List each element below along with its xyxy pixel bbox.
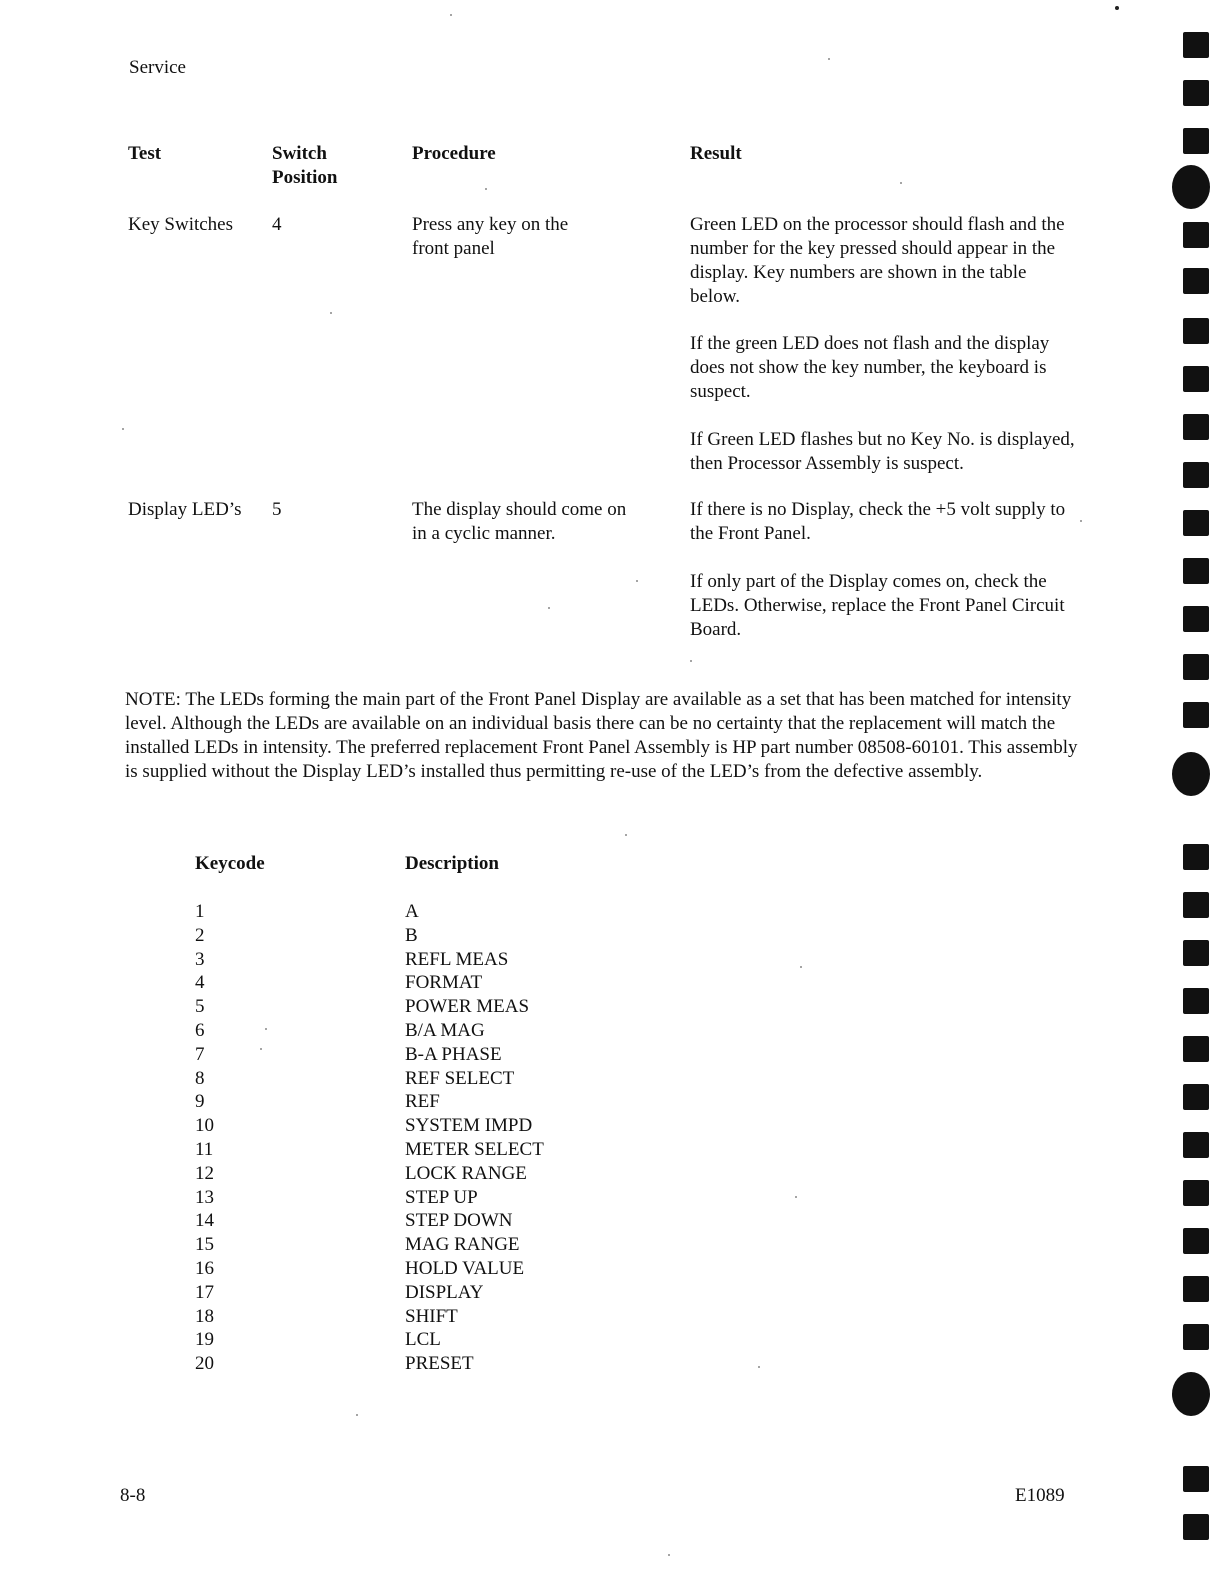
page-number: 8-8 [120, 1485, 146, 1506]
keycode-value: 13 [195, 1187, 214, 1208]
key-description: MAG RANGE [405, 1234, 520, 1255]
speck [668, 1554, 670, 1556]
keycode-value: 9 [195, 1091, 205, 1112]
punch-hole [1183, 892, 1209, 918]
keycode-value: 15 [195, 1234, 214, 1255]
punch-hole [1183, 510, 1209, 536]
punch-hole [1183, 844, 1209, 870]
column-header-result: Result [690, 143, 742, 164]
punch-hole [1183, 654, 1209, 680]
speck [758, 1366, 760, 1368]
column-header-procedure: Procedure [412, 143, 496, 164]
key-description: HOLD VALUE [405, 1258, 525, 1279]
keycode-value: 8 [195, 1068, 205, 1089]
keycode-value: 12 [195, 1163, 214, 1184]
note-paragraph: NOTE: The LEDs forming the main part of the Front Panel Display are available as a set that has been matched for intensity level. Although the LEDs are available on an individual basis there can be no certainty that the replacement will match the installed LEDs in intensity. The preferred replacement Front Panel Assembly is HP part number 08508-60101. This assembly is supplied without the Display LED’s installed thus permitting re-use of the LED’s from the defective assembly. [125, 689, 1078, 782]
speck [1080, 520, 1082, 522]
punch-hole [1183, 1132, 1209, 1158]
keycode-value: 2 [195, 925, 205, 946]
punch-hole [1183, 1276, 1209, 1302]
procedure-text: The display should come on in a cyclic manner. [412, 499, 627, 544]
speck [690, 660, 692, 662]
key-description: A [405, 901, 419, 922]
punch-hole [1183, 1324, 1209, 1350]
keycode-value: 18 [195, 1306, 214, 1327]
keycode-value: 5 [195, 996, 205, 1017]
section-header: Service [129, 57, 186, 78]
punch-hole [1183, 318, 1209, 344]
switch-position: 5 [272, 499, 282, 520]
speck [356, 1414, 358, 1416]
punch-hole [1172, 165, 1210, 209]
key-description: REFL MEAS [405, 949, 509, 970]
keycode-value: 20 [195, 1353, 214, 1374]
keycode-value: 7 [195, 1044, 205, 1065]
punch-hole [1183, 558, 1209, 584]
speck [485, 188, 487, 190]
punch-hole [1183, 1466, 1209, 1492]
key-description: LOCK RANGE [405, 1163, 527, 1184]
punch-hole [1183, 128, 1209, 154]
keycode-value: 4 [195, 972, 205, 993]
key-description: PRESET [405, 1353, 474, 1374]
test-name: Display LED’s [128, 499, 242, 520]
punch-hole [1183, 32, 1209, 58]
punch-hole [1183, 366, 1209, 392]
keycode-value: 10 [195, 1115, 214, 1136]
punch-hole [1183, 1228, 1209, 1254]
keycode-value: 14 [195, 1210, 214, 1231]
column-header-switch: Switch Position [272, 143, 338, 188]
speck [548, 607, 550, 609]
punch-hole [1183, 414, 1209, 440]
key-description: FORMAT [405, 972, 483, 993]
key-description: REF [405, 1091, 440, 1112]
keycode-value: 1 [195, 901, 205, 922]
key-description: B [405, 925, 418, 946]
punch-hole [1183, 606, 1209, 632]
procedure-text: Press any key on the front panel [412, 214, 569, 259]
column-header-keycode: Keycode [195, 853, 265, 874]
key-description: DISPLAY [405, 1282, 484, 1303]
keycode-value: 17 [195, 1282, 214, 1303]
keycode-value: 11 [195, 1139, 214, 1160]
punch-hole [1183, 268, 1209, 294]
punch-hole [1183, 702, 1209, 728]
switch-position: 4 [272, 214, 282, 235]
key-description: STEP DOWN [405, 1210, 513, 1231]
speck [330, 312, 332, 314]
speck [828, 58, 830, 60]
punch-hole [1183, 462, 1209, 488]
key-description: LCL [405, 1329, 441, 1350]
key-description: STEP UP [405, 1187, 478, 1208]
punch-hole [1183, 1036, 1209, 1062]
result-text: If Green LED flashes but no Key No. is displayed, then Processor Assembly is suspect. [690, 429, 1075, 474]
document-id: E1089 [1015, 1485, 1065, 1506]
speck [800, 966, 802, 968]
key-description: SYSTEM IMPD [405, 1115, 533, 1136]
speck [260, 1048, 262, 1050]
key-description: B/A MAG [405, 1020, 485, 1041]
speck [450, 14, 452, 16]
key-description: METER SELECT [405, 1139, 544, 1160]
punch-hole [1183, 988, 1209, 1014]
punch-hole [1183, 1180, 1209, 1206]
punch-hole [1183, 222, 1209, 248]
speck [625, 834, 627, 836]
column-header-description: Description [405, 853, 499, 874]
punch-hole [1183, 1084, 1209, 1110]
result-text: If the green LED does not flash and the display does not show the key number, the keyboard is suspect. [690, 333, 1050, 402]
test-name: Key Switches [128, 214, 234, 235]
key-description: B-A PHASE [405, 1044, 502, 1065]
speck [795, 1196, 797, 1198]
punch-hole [1172, 1372, 1210, 1416]
punch-hole [1183, 80, 1209, 106]
keycode-value: 19 [195, 1329, 214, 1350]
result-text: Green LED on the processor should flash and the number for the key pressed should appear in the display. Key numbers are shown in the table below. [690, 214, 1065, 307]
key-description: POWER MEAS [405, 996, 530, 1017]
key-description: REF SELECT [405, 1068, 515, 1089]
keycode-value: 6 [195, 1020, 205, 1041]
keycode-value: 3 [195, 949, 205, 970]
punch-hole [1183, 1514, 1209, 1540]
speck [265, 1028, 267, 1030]
column-header-test: Test [128, 143, 162, 164]
speck [636, 580, 638, 582]
punch-hole [1172, 752, 1210, 796]
result-text: If only part of the Display comes on, check the LEDs. Otherwise, replace the Front Panel Circuit Board. [690, 571, 1065, 640]
speck [900, 182, 902, 184]
keycode-value: 16 [195, 1258, 214, 1279]
speck [122, 428, 124, 430]
punch-hole [1183, 940, 1209, 966]
key-description: SHIFT [405, 1306, 458, 1327]
speck [1115, 6, 1119, 10]
result-text: If there is no Display, check the +5 volt supply to the Front Panel. [690, 499, 1066, 544]
